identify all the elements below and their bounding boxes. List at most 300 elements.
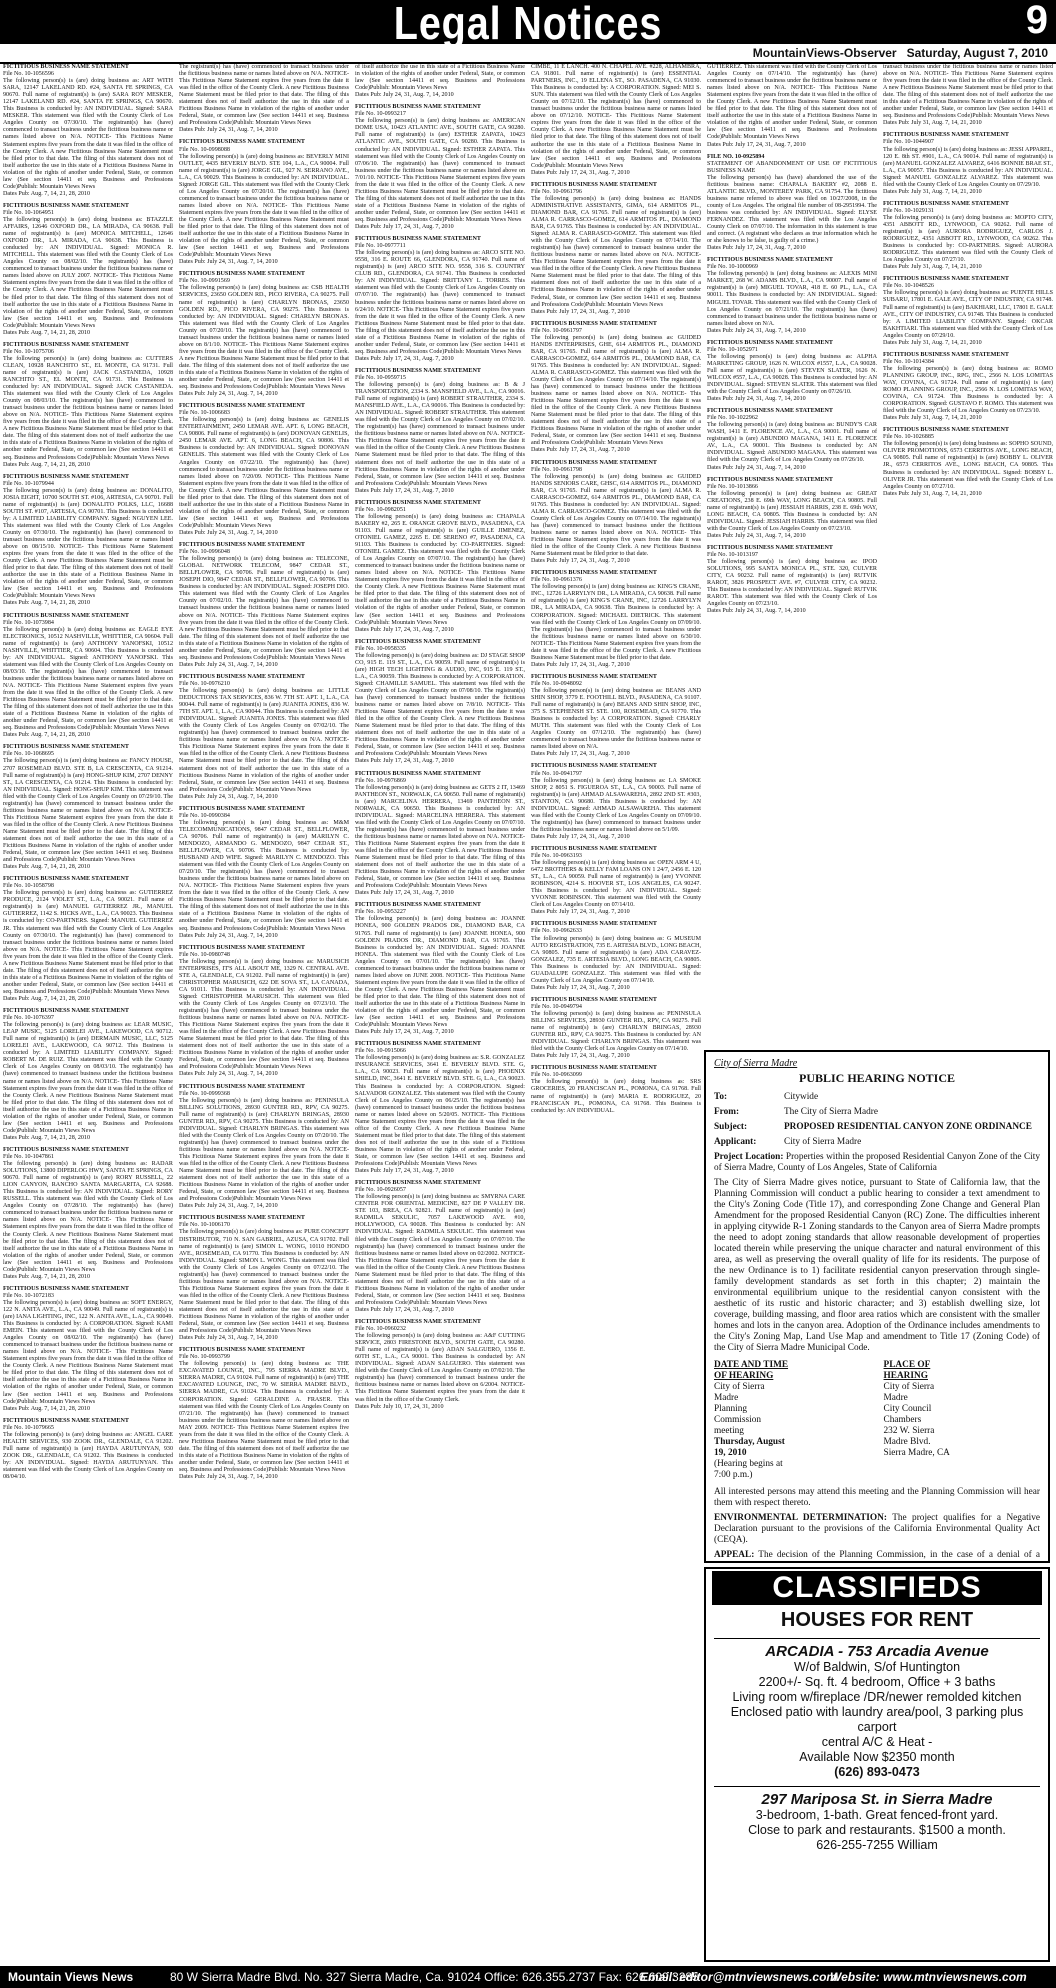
notice-pub-dates: Dates Pub: July 17, 24, 31, Aug. 7, 2010 <box>355 890 454 897</box>
notice-body: The following person(s) is (are) doing business as: GREAT CREATIONS, 238 E. 69th WAY, LONG BEACH, CA 90805. Full name of registrant(s) is (are) JESSIAH HARRIS, 238 E. 69th WAY, LONG BEACH, CA 90805. This Business is conducted by: AN INDIVIDUAL. Signed: JESSIAH HARRIS. This statement was filed with the County Clerk of Los Angeles County on 07/23/10. <box>707 490 877 532</box>
public-hearing-notice <box>704 1050 1050 1563</box>
legal-notice <box>355 771 525 898</box>
notice-heading: FICTITIOUS BUSINESS NAME STATEMENT <box>707 476 833 483</box>
notice-file-number: File No. 10-1044907 <box>883 139 934 146</box>
footer-address: 80 W Sierra Madre Blvd. No. 327 Sierra Madre, Ca. 91024 Office: 626.355.2737 Fax: 626.609.3285 <box>170 1970 699 1984</box>
notice-body: The following person(s) is (are) doing business as: PUENTE HILLS SUBARU, 17801 E. GALE AVE., CITY OF INDUSTRY, CA 91748. Full name of registrant(s) is (are) BAKHIARI, LLC, 17801 E. GALE AVE., CITY OF INDUSTRY, CA 91748. This Business is conducted by: A LIMITED LIABILITY COMPANY. Signed: OKCAR BAKHTIARI. This statement was filed with the County Clerk of Los Angeles County on 07/29/10. <box>883 290 1053 339</box>
notice-file-number: File No. 10-1000969 <box>707 264 758 271</box>
notice-body: The following person(s) is (are) doing business as: M&M TELECOMMUNICATIONS, 9847 CEDAR ST., BELLFLOWER, CA 90706. Full name of registrant(s) is (are) MARILYN C. MENDOZO, ARMANDO G. MENDOZO, 9847 CEDAR ST., BELLFLOWER, CA 90706. This Business is conducted by: HUSBAND AND WIFE. Signed: MARILYN C. MENDOZO. This statement was filed with the County Clerk of Los Angeles County on 07/20/10. The registrant(s) has (have) commenced to transact business under the fictitious business name or names listed above on N/A. NOTICE- This Fictitious Name Statement expires five years from the date it was filed in the office of the County Clerk. A new Fictitious Business Name Statement must be filed prior to that date. The filing of this statement does not of itself authorize the use in this state of a Fictitious Business Name in violation of the rights of another under Federal, State, or common law (See section 14411 et seq. Business and Professions Code)Publish: Mountain Views News <box>179 819 349 932</box>
notice-file-number: File No. 10-0949794 <box>531 1003 582 1010</box>
legal-notice <box>531 321 701 455</box>
hearing-attend: All interested persons may attend this meeting and the Planning Commission will hear them with respect thereto. <box>714 1487 1040 1508</box>
notice-heading: FICTITIOUS BUSINESS NAME STATEMENT <box>3 473 129 480</box>
notice-body: The following person(s) is (are) doing business as: EAGLE EYE ELECTRONICS, 10512 NASHVILLE, WHITTIER, CA 90604. Full name of registrant(s) is (are) ANTHONY YANOFSKI, 10512 NASHVILLE, WHITTIER, CA 90604. This Business is conducted by: AN INDIVIDUAL. Signed: ANTHONY YANOFSKI. This statement was filed with the County Clerk of Los Angeles County on 08/03/10. The registrant(s) has (have) commenced to transact business under the fictitious business name or names listed above on N/A. NOTICE- This Fictitious Name Statement expires five years from the date it was filed in the office of the County Clerk. A new Fictitious Business Name Statement must be filed prior to that date. The filing of this statement does not of itself authorize the use in this state of a Fictitious Business Name in violation of the rights of another under Federal, State, or common law (See section 14411 et seq. Business and Professions Code)Publish: Mountain Views News <box>3 626 173 732</box>
legal-notice <box>179 403 349 537</box>
notice-heading: FICTITIOUS BUSINESS NAME STATEMENT <box>3 1417 129 1424</box>
notice-heading: FICTITIOUS BUSINESS NAME STATEMENT <box>3 1008 129 1015</box>
notice-pub-dates: Dates Pub: July 17, 24, 31, Aug. 7, 2010 <box>355 1168 454 1175</box>
notice-pub-dates: Dates Pub: Aug. 7, 14, 21, 28, 2010 <box>3 329 91 336</box>
notice-body: The following person(s) is (are) doing business as: OPEN ARM 4 U, 6472 BROTHERS & KELLY FAM LOANS ON 1 24/7, 2456 E. 120 ST., L.A., CA 90059. Full name of registrant(s) is (are) YVONNE ROBINSON, 4214 S. HOOVER ST., LOS ANGELES, CA 90247. This Business is conducted by: AN INDIVIDUAL. Signed: YVONNE ROBINSON. This statement was filed with the County Clerk of Los Angeles County on 07/14/10. <box>531 860 701 909</box>
notice-file-number: File No. 10-0963193 <box>531 853 582 860</box>
notice-pub-dates: Dates Pub: July 17, 24, 31, Aug. 7, 2010 <box>531 984 630 991</box>
notice-pub-dates: Dates Pub: Aug. 7, 14, 21, 28, 2010 <box>3 461 91 468</box>
notice-body: The following person(s) is (are) doing business as: ANGEL CARE HEALTH SERVICES, 930 ZOOK DR., GLENDALE, CA 91202. Full name of registrant(s) is (are) HAYDA ARUTUNYAN, 930 ZOOK DR., GLENDALE, CA 91202. This Business is conducted by: AN INDIVIDUAL. Signed: HAYDA ARUTUNYAN. This statement was filed with the County Clerk of Los Angeles County on 08/04/10. <box>3 1431 173 1481</box>
legal-notice <box>531 1065 701 1114</box>
notice-heading: FICTITIOUS BUSINESS NAME STATEMENT <box>179 1215 305 1222</box>
legal-notice <box>531 763 701 841</box>
notice-heading: FICTITIOUS BUSINESS NAME STATEMENT <box>355 1180 481 1187</box>
notice-pub-dates: Dates Pub: July 24, 31, Aug. 7, 14, 2010 <box>707 327 806 334</box>
notice-pub-dates: Dates Pub: July 24, 31, Aug. 7, 14, 2010 <box>179 1474 278 1481</box>
notice-file-number: File No. 10-0961376 <box>531 577 582 584</box>
footer-bar <box>0 1966 1056 1988</box>
notice-file-number: File No. 10-1073984 <box>3 619 54 626</box>
notice-file-number: File No. 10-1006683 <box>179 410 230 417</box>
masthead <box>0 0 1056 49</box>
notice-heading: FICTITIOUS BUSINESS NAME STATEMENT <box>179 542 305 549</box>
legal-notice <box>707 154 877 253</box>
notice-pub-dates: Dates Pub: July 17, 24, 31, Aug. 7, 2010 <box>531 558 630 565</box>
notice-pub-dates: Dates Pub: July 17, 24, 31, Aug. 7, 2010 <box>531 909 630 916</box>
notice-pub-dates: Dates Pub: July 24, 31, Aug. 7, 14, 2010 <box>179 1203 278 1210</box>
notice-body: The registrant(s) has (have) commenced to transact business under the fictitious business name or names listed above on N/A. NOTICE- This Fictitious Name Statement expires five years from the date it was filed in the office of the County Clerk. A new Fictitious Business Name Statement must be filed prior to that date. The filing of this statement does not of itself authorize the use in this state of a Fictitious Business Name in violation of the rights of another under Federal, State, or common law (See section 14411 et seq. Business and Professions Code)Publish: Mountain Views News <box>179 64 349 127</box>
notice-heading: FICTITIOUS BUSINESS NAME STATEMENT <box>531 459 657 466</box>
legal-notice <box>355 1180 525 1314</box>
notice-heading: FICTITIOUS BUSINESS NAME STATEMENT <box>355 902 481 909</box>
notice-body: The following person(s) is (are) doing business as: THE EXCAVATED LOUNGE, INC., 795 SIERRA MADRE BLVD., SIERRA MADRE, CA 91024. Full name of registrant(s) is (are) THE EXCAVATED LOUNGE, INC, 70 W. SIERRA MADRE BLVD., SIERRA MADRE, CA 91024. This Business is conducted by: A CORPORATION. Signed: GERALDINE A. FRASER. This statement was filed with the County Clerk of Los Angeles County on 07/21/10. The registrant(s) has (have) commenced to transact business under the fictitious business name or names listed above on MAY 2009. NOTICE- This Fictitious Name Statement expires five years from the date it was filed in the office of the County Clerk. A new Fictitious Business Name Statement must be filed prior to that date. The filing of this statement does not of itself authorize the use in this state of a Fictitious Business Name in violation of the rights of another under Federal, State, or common law (See section 14411 et seq. Business and Professions Code)Publish: Mountain Views News <box>179 1361 349 1473</box>
notice-heading: FICTITIOUS BUSINESS NAME STATEMENT <box>707 257 833 264</box>
notice-pub-dates: Dates Pub: Aug. 7, 14, 21, 28, 2010 <box>3 1134 91 1141</box>
notice-body: The following person(s) is (are) doing business as: CSB HEALTH SERVICES, 23650 GOLDEN RD., PICO RIVERA, CA 90275. Full name of registrant(s) is (are) CHARLYN BRONAS, 23650 GOLDEN RD., PICO RIVERA, CA 90275. This Business is conducted by: AN INDIVIDUAL. Signed: CHARLYN BRONAS. This statement was filed with the County Clerk of Los Angeles County on 07/20/10. The registrant(s) has (have) commenced to transact business under the fictitious business name or names listed above on 8/1/10. NOTICE- This Fictitious Name Statement expires five years from the date it was filed in the office of the County Clerk. A new Fictitious Business Name Statement must be filed prior to that date. The filing of this statement does not of itself authorize the use in this state of a Fictitious Business Name in violation of the rights of another under Federal, State, or common law (See section 14411 et seq. Business and Professions Code)Publish: Mountain Views News <box>179 285 349 391</box>
notice-file-number: File No. 10-1006170 <box>179 1222 230 1229</box>
notice-pub-dates: Dates Pub: July 17, 24, 31, Aug. 7, 2010 <box>707 245 806 252</box>
notice-file-number: File No. 10-1029131 <box>883 207 934 214</box>
notice-body: The following person(s) is (are) doing business as: ART WITH SARA, 12147 LAKELAND RD. #24, SANTA FE SPRINGS, CA 90670. Full name of registrant(s) is (are) SARA ROY MESKER, 12147 LAKELAND RD. #24, SANTA FE SPRINGS, CA 90670. This Business is conducted by: AN INDIVIDUAL. Signed: SARA MESKER. This statement was filed with the County Clerk of Los Angeles County on 07/30/10. The registrant(s) has (have) commenced to transact business under the fictitious business name or names listed above on N/A. NOTICE- This Fictitious Name Statement expires five years from the date it was filed in the office of the County Clerk. A new Fictitious Business Name Statement must be filed prior to that date. The filing of this statement does not of itself authorize the use in this state of a Fictitious Business Name in violation of the rights of another under Federal, State, or common law (See section 14411 et seq. Business and Professions Code)Publish: Mountain Views News <box>3 78 173 190</box>
notice-file-number: File No. 10-0961796 <box>531 188 582 195</box>
notice-heading: FICTITIOUS BUSINESS NAME STATEMENT <box>531 320 657 327</box>
legal-notice <box>355 902 525 1036</box>
notice-heading: FICTITIOUS BUSINESS NAME STATEMENT <box>3 64 129 70</box>
notice-pub-dates: Dates Pub: July 24, 31, Aug. 7, 14, 2010 <box>179 127 278 134</box>
legal-notice <box>3 1008 173 1142</box>
paper-name: MountainViews-Observer <box>752 46 897 60</box>
notice-file-number: File No. 10-1047861 <box>3 1153 54 1160</box>
legal-notice <box>531 997 701 1060</box>
legal-notice <box>179 542 349 669</box>
notice-pub-dates: Dates Pub: July 24, 31, Aug. 7, 14, 2010 <box>179 1335 278 1342</box>
notice-file-number: File No. 10-0982051 <box>355 506 406 513</box>
column-3 <box>355 64 525 1964</box>
notice-body: The following person(s) is (are) doing business as: DJ STAGE SHOP CO, 915 E. 119 ST., L.A., CA 90059. Full name of registrant(s) is (are) HIGH TECH LIGHTING & AUDIO, INC, 915 E. 119 ST., L.A., CA 90059. This Business is conducted by: A CORPORATION. Signed: CHAMILLE SAMUEL. This statement was filed with the County Clerk of Los Angeles County on 07/08/10. The registrant(s) has (have) commenced to transact business under the fictitious business name or names listed above on 7/8/10. NOTICE- This Fictitious Name Statement expires five years from the date it was filed in the office of the County Clerk. A new Fictitious Business Name Statement must be filed prior to that date. The filing of this statement does not of itself authorize the use in this state of a Fictitious Business Name in violation of the rights of another under Federal, State, or common law (See section 14411 et seq. Business and Professions Code)Publish: Mountain Views News <box>355 652 525 758</box>
notice-heading: FICTITIOUS BUSINESS NAME STATEMENT <box>531 845 657 852</box>
notice-file-number: File No. 10-1076397 <box>3 1015 54 1022</box>
legal-notice <box>355 1041 525 1175</box>
notice-body: The following person(s) is (are) doing business as: LEAR MUSIC, LEAP MUSIC, 5125 LORELEI AVE., LAKEWOOD, CA 90712. Full name of registrant(s) is (are) DERMAIN MUSIC, LLC, 5125 LORELEI AVE., LAKEWOOD, CA 90712. This Business is conducted by: A LIMITED LIABILITY COMPANY. Signed: ROBERT M. DE RUIZ. This statement was filed with the County Clerk of Los Angeles County on 08/03/10. The registrant(s) has (have) commenced to transact business under the fictitious business name or names listed above on N/A. NOTICE- This Fictitious Name Statement expires five years from the date it was filed in the office of the County Clerk. A new Fictitious Business Name Statement must be filed prior to that date. The filing of this statement does not of itself authorize the use in this state of a Fictitious Business Name in violation of the rights of another under Federal, State, or common law (See section 14411 et seq. Business and Professions Code)Publish: Mountain Views News <box>3 1022 173 1134</box>
notice-pub-dates: Dates Pub: July 24, 31, Aug. 7, 14, 2010 <box>179 661 278 668</box>
classifieds-box <box>704 1567 1050 1962</box>
notice-heading: FICTITIOUS BUSINESS NAME STATEMENT <box>355 1319 481 1326</box>
notice-file-number: File No. 10-1014384 <box>883 358 934 365</box>
notice-file-number: File No. 10-0958335 <box>355 645 406 652</box>
notice-pub-dates: Dates Pub: Aug. 7, 14, 21, 28, 2010 <box>3 732 91 739</box>
notice-pub-dates: Dates Pub: July 24, 31, Aug. 7, 14, 2010 <box>179 932 278 939</box>
notice-pub-dates: Dates Pub: Aug. 7, 14, 21, 28, 2010 <box>3 190 91 197</box>
notice-file-number: File No. 10-0980748 <box>179 951 230 958</box>
notice-heading: FICTITIOUS BUSINESS NAME STATEMENT <box>355 499 481 506</box>
notice-file-number: File No. 10-0915066 <box>355 1048 406 1055</box>
notice-heading: FICTITIOUS BUSINESS NAME STATEMENT <box>179 1347 305 1354</box>
notice-heading: FICTITIOUS BUSINESS NAME STATEMENT <box>355 104 481 111</box>
notice-pub-dates: Dates Pub: July 17, 24, 31, Aug. 7, 2010 <box>707 141 806 148</box>
notice-body: The following person(s) is (are) doing business as: SMYRNA CARE CENTER FOR ORIENTAL MEDICINE, 827 DE P VALLEY DR. STE 103, BREA, CA 92821. Full name of registrant(s) is (are) RADMILA SEKULIC, 7057 LAKEWOOD AVE. #10, HOLLYWOOD, CA 90028. This Business is conducted by: AN INDIVIDUAL. Signed: RADMILA SEKULIC. This statement was filed with the County Clerk of Los Angeles County on 07/07/10. The registrant(s) has (have) commenced to transact business under the fictitious business name or names listed above on 02/2002. NOTICE- This Fictitious Name Statement expires five years from the date it was filed in the office of the County Clerk. A new Fictitious Business Name Statement must be filed prior to that date. The filing of this statement does not of itself authorize the use in this state of a Fictitious Business Name in violation of the rights of another under Federal, State, or common law (See section 14411 et seq. Business and Professions Code)Publish: Mountain Views News <box>355 1194 525 1306</box>
legal-notice <box>707 408 877 471</box>
notice-body: The following person(s) is (are) doing business as: CUTTERS CLEAN, 10928 RANCHITO ST., EL MONTE, CA 91731. Full name of registrant(s) is (are) JACK CASTANEDA, 10928 RANCHITO ST., EL MONTE, CA 91731. This Business is conducted by: AN INDIVIDUAL. Signed: JACK CASTANEDA. This statement was filed with the County Clerk of Los Angeles County on 08/03/10. The registrant(s) has (have) commenced to transact business under the fictitious business name or names listed above on N/A. NOTICE- This Fictitious Name Statement expires five years from the date it was filed in the office of the County Clerk. A new Fictitious Business Name Statement must be filed prior to that date. The filing of this statement does not of itself authorize the use in this state of a Fictitious Business Name in violation of the rights of another under Federal, State, or common law (See section 14411 et seq. Business and Professions Code)Publish: Mountain Views News <box>3 355 173 461</box>
notice-file-number: File No. 10-1022962 <box>707 415 758 422</box>
notice-body: The following person(s) is (are) doing business as: GUIDED HANDS SENIORS CARE, GHSC, 614 ARMITOS PL., DIAMOND BAR, CA 91765. Full name of registrant(s) is (are) ALMA R. CARRASCO-GOMEZ, 614 ARMITOS PL., DIAMOND BAR, CA 91765. This Business is conducted by: AN INDIVIDUAL. Signed: ALMA R. CARRASCO-GOMEZ. This statement was filed with the County Clerk of Los Angeles County on 07/14/10. The registrant(s) has (have) commenced to transact business under the fictitious business name or names listed above on N/A. NOTICE- This Fictitious Name Statement expires five years from the date it was filed in the office of the County Clerk. A new Fictitious Business Name Statement must be filed prior to that date. <box>531 473 701 558</box>
notice-pub-dates: Dates Pub: July 24, 31, Aug. 7, 14, 2010 <box>707 608 806 615</box>
notice-heading: FICTITIOUS BUSINESS NAME STATEMENT <box>531 570 657 577</box>
notice-pub-dates: Dates Pub: Aug. 7, 14, 21, 28, 2010 <box>3 1273 91 1280</box>
notice-pub-dates: Dates Pub: Aug. 7, 14, 21, 28, 2010 <box>3 600 91 607</box>
notice-heading: FICTITIOUS BUSINESS NAME STATEMENT <box>179 139 305 146</box>
legal-notice <box>3 203 173 337</box>
notice-pub-dates: Dates Pub: July 24, 31, Aug. 7, 14, 2010 <box>355 92 454 99</box>
notice-pub-dates: Dates Pub: July 24, 31, Aug. 7, 14, 2010 <box>179 793 278 800</box>
notice-pub-dates: Dates Pub: July 17, 24, 31, Aug. 7, 2010 <box>355 1306 454 1313</box>
notice-file-number: File No. 10-0926057 <box>355 1187 406 1194</box>
notice-pub-dates: Dates Pub: Aug. 7, 14, 21, 28, 2010 <box>3 996 91 1002</box>
notice-pub-dates: Dates Pub: July 31, Aug. 7, 14, 21, 2010 <box>883 188 982 195</box>
notice-heading: FICTITIOUS BUSINESS NAME STATEMENT <box>355 1041 481 1048</box>
notice-heading: FICTITIOUS BUSINESS NAME STATEMENT <box>531 996 657 1003</box>
notice-body: The following person(s) is (are) doing business as: B & J TRANSPORTATION, 2334 S. MANSFIELD AVE., L.A., CA 90016. Full name of registrant(s) is (are) ROBERT STRAUTHER, 2334 S. MANSFIELD AVE., L.A., CA 90016. This Business is conducted by: AN INDIVIDUAL. Signed: ROBERT STRAUTHER. This statement was filed with the County Clerk of Los Angeles County on 07/02/10. The registrant(s) has (have) commenced to transact business under the fictitious business name or names listed above on N/A. NOTICE- This Fictitious Name Statement expires five years from the date it was filed in the office of the County Clerk. A new Fictitious Business Name Statement must be filed prior to that date. The filing of this statement does not of itself authorize the use in this state of a Fictitious Business Name in violation of the rights of another under Federal, State, or common law (See section 14411 et seq. Business and Professions Code)Publish: Mountain Views News <box>355 382 525 487</box>
notice-body: The following person(s) is (are) doing business as: GETS 2 IT, 13469 PANTHEON ST., NORWALK, CA 90650. Full name of registrant(s) is (are) MARCELINA HERRERA, 13469 PANTHEON ST., NORWALK, CA 90650. This Business is conducted by: AN INDIVIDUAL. Signed: MARCELINA HERRERA. This statement was filed with the County Clerk of Los Angeles County on 07/07/10. The registrant(s) has (have) commenced to transact business under the fictitious business name or names listed above on N/A. NOTICE- This Fictitious Name Statement expires five years from the date it was filed in the office of the County Clerk. A new Fictitious Business Name Statement must be filed prior to that date. The filing of this statement does not of itself authorize the use in this state of a Fictitious Business Name in violation of the rights of another under Federal, State, or common law (See section 14411 et seq. Business and Professions Code)Publish: Mountain Views News <box>355 784 525 890</box>
notice-file-number: File No. 10-1064951 <box>3 209 54 216</box>
notice-body: The following person(s) is (are) doing business as: LITTLE DEDUCTIONS TAX SERVICES, 836 W. 7TH ST. APT. 1, L.A., CA 90044. Full name of registrant(s) is (are) JUANITA JONES, 836 W. 7TH ST. APT. 1, L.A., CA 90044. This Business is conducted by: AN INDIVIDUAL. Signed: JUANITA JONES. This statement was filed with the County Clerk of Los Angeles County on 07/02/10. The registrant(s) has (have) commenced to transact business under the fictitious business name or names listed above on N/A. NOTICE- This Fictitious Name Statement expires five years from the date it was filed in the office of the County Clerk. A new Fictitious Business Name Statement must be filed prior to that date. The filing of this statement does not of itself authorize the use in this state of a Fictitious Business Name in violation of the rights of another under Federal, State, or common law (See section 14411 et seq. Business and Professions Code)Publish: Mountain Views News <box>179 687 349 793</box>
legal-notice <box>179 674 349 801</box>
column-4 <box>531 64 701 1964</box>
notice-file-number: File No. 10-0977711 <box>355 243 406 250</box>
legal-notice <box>3 342 173 469</box>
issue-date: Saturday, August 7, 2010 <box>906 46 1048 60</box>
column-5 <box>707 64 877 1111</box>
notice-heading: FICTITIOUS BUSINESS NAME STATEMENT <box>707 339 833 346</box>
notice-heading: FICTITIOUS BUSINESS NAME STATEMENT <box>355 770 481 777</box>
legal-notice <box>3 64 173 198</box>
notice-body: The following person(s) is (are) doing business as: PENINSULA BILLING SERVICES, 28930 GUNTER RD., RPV, CA 90275. Full name of registrant(s) is (are) CHARLYN BRINGAS, 28930 GUNTER RD., RPV, CA 90275. This Business is conducted by: AN INDIVIDUAL. Signed: CHARLYN BRINGAS. This statement was filed with the County Clerk of Los Angeles County on 07/14/10. <box>531 1011 701 1053</box>
notice-body: The following person(s) is (are) doing business as: ALEXIS MINI MARKET, 268 W. ADAMS BLVD., L.A., CA 90007. Full name of registrant(s) is (are) MIGUEL TOVAR, 418 E. 60 PL., L.A., CA 90011. This Business is conducted by: AN INDIVIDUAL. Signed: MIGUEL TOVAR. This statement was filed with the County Clerk of Los Angeles County on 07/21/10. The registrant(s) has (have) commenced to transact business under the fictitious business name or names listed above on N/A. <box>707 271 877 327</box>
notice-pub-dates: Dates Pub: July 17, 24, 31, Aug. 7, 2010 <box>355 224 454 231</box>
notice-heading: FILE NO. 10-0925894 <box>707 153 765 160</box>
notice-pub-dates: Dates Pub: July 24, 31, Aug. 7, 14, 2010 <box>707 396 806 403</box>
notice-file-number: STATEMENT OF ABANDONMENT OF USE OF FICTITIOUS BUSINESS NAME <box>707 160 877 174</box>
notice-body: The following person(s) is (are) doing business as: IPOD SOLUTIONS, 995 SANTA MONICA PL., STE. 320, CULVER CITY, CA 90232. Full name of registrant(s) is (are) RUTVIK RAROT, 3826 PROSPECT AVE. #7, CULVER CITY, CA 90232. This Business is conducted by: AN INDIVIDUAL. Signed: RUTVIK RAROT. This statement was filed with the County Clerk of Los Angeles County on 07/23/10. <box>707 559 877 608</box>
hearing-from: From: The City of Sierra Madre <box>714 1107 878 1117</box>
notice-pub-dates: Dates Pub: July 17, 24, 31, Aug. 7, 2010 <box>355 758 454 765</box>
legal-notice <box>883 276 1053 346</box>
notice-file-number: File No. 10-1052971 <box>707 346 758 353</box>
notice-body: transact business under the fictitious business name or names listed above on N/A. NOTICE- This Fictitious Name Statement expires five years from the date it was filed in the office of the County Clerk. A new Fictitious Business Name Statement must be filed prior to that date. The filing of this statement does not of itself authorize the use in this state of a Fictitious Business Name in violation of the rights of another under Federal, State, or common law (See section 14411 et seq. Business and Professions Code)Publish: Mountain Views News <box>883 64 1053 120</box>
legal-notice <box>355 500 525 634</box>
notice-body: The following person(s) is (are) doing business as: TELECONE, GLOBAL NETWORK TELECOM, 9847 CEDAR ST., BELLFLOWER, CA 90706. Full name of registrant(s) is (are) JOSEPH DIO, 9847 CEDAR ST., BELLFLOWER, CA 90706. This Business is conducted by: AN INDIVIDUAL. Signed: JOSEPH DIO. This statement was filed with the County Clerk of Los Angeles County on 07/02/10. The registrant(s) has (have) commenced to transact business under the fictitious business name or names listed above on N/A. NOTICE- This Fictitious Name Statement expires five years from the date it was filed in the office of the County Clerk. A new Fictitious Business Name Statement must be filed prior to that date. The filing of this statement does not of itself authorize the use in this state of a Fictitious Business Name in violation of the rights of another under Federal, State, or common law (See section 14411 et seq. Business and Professions Code)Publish: Mountain Views News <box>179 556 349 661</box>
notice-file-number: File No. 10-0998088 <box>179 146 230 153</box>
notice-body: The following person(s) is (are) doing business as: ARCO SITE NO. 9558, 316 E. ROUTE 66, GLENDORA, CA 91740. Full name of registrant(s) is (are) ARCO SITE NO. 9558, 316 S. COUNTRY CLUB RD., GLENDORA, CA 91741. This Business is conducted by: AN INDIVIDUAL. Signed: BRITTANY L. TORRES. This statement was filed with the County Clerk of Los Angeles County on 07/07/10. The registrant(s) has (have) commenced to transact business under the fictitious business name or names listed above on 6/24/10. NOTICE- This Fictitious Name Statement expires five years from the date it was filed in the office of the County Clerk. A new Fictitious Business Name Statement must be filed prior to that date. The filing of this statement does not of itself authorize the use in this state of a Fictitious Business Name in violation of the rights of another under Federal, State, or common law (See section 14411 et seq. Business and Professions Code)Publish: Mountain Views News <box>355 250 525 355</box>
notice-body: The following person(s) is (are) doing business as: G MUSEUM AUTO REGISTRATION, 735 E. ARTESIA BLVD., LONG BEACH, CA 90805. Full name of registrant(s) is (are) ADA CARAVEZ-GONZALEZ, 735 E. ARTESIA BLVD., LONG BEACH, CA 90805. This Business is conducted by: AN INDIVIDUAL. Signed: GUADALUPE GONZALEZ. This statement was filed with the County Clerk of Los Angeles County on 07/14/10. <box>531 935 701 984</box>
notice-file-number: File No. 10-0990384 <box>179 812 230 819</box>
notice-heading: FICTITIOUS BUSINESS NAME STATEMENT <box>3 1285 129 1292</box>
column-2 <box>179 64 349 1964</box>
legal-notice <box>355 368 525 495</box>
notice-body: The following person(s) is (are) doing business as: DONALITO, JOSIA EIGHT, 10700 SOUTH ST. #106, ARTESIA, CA 90701. Full name of registrant(s) is (are) DONALITO POLKS, LLC, 16688 SOUTH ST. #107, ARTESIA, CA 90701. This Business is conducted by: A LIMITED LIABILITY COMPANY. Signed: NGUYEN LEE. This statement was filed with the County Clerk of Los Angeles County on 07/30/10. The registrant(s) has (have) commenced to transact business under the fictitious business name or names listed above on 08/15/10. NOTICE- This Fictitious Name Statement expires five years from the date it was filed in the office of the County Clerk. A new Fictitious Business Name Statement must be filed prior to that date. The filing of this statement does not of itself authorize the use in this state of a Fictitious Business Name in violation of the rights of another under Federal, State, or common law (See section 14411 et seq. Business and Professions Code)Publish: Mountain Views News <box>3 487 173 600</box>
notice-heading: FICTITIOUS BUSINESS NAME STATEMENT <box>179 1083 305 1090</box>
notice-file-number: File No. 10-0960232 <box>355 1326 406 1333</box>
legal-notice <box>531 846 701 916</box>
legal-notice <box>355 64 525 99</box>
legal-notice <box>531 674 701 759</box>
notice-heading: FICTITIOUS BUSINESS NAME STATEMENT <box>707 545 833 551</box>
notice-body: The following person(s) is (are) doing business as: FANCY HOUSE, 2707 ROSEMEAD BLVD. STE B, LA CRESCENTA, CA 91214. Full name of registrant(s) is (are) HONG-SHUP KIM, 2707 DENNY ST., LA CRESCENTA, CA 91214. This Business is conducted by: AN INDIVIDUAL. Signed: HONG-SHUP KIM. This statement was filed with the County Clerk of Los Angeles County on 07/29/10. The registrant(s) has (have) commenced to transact business under the fictitious business name or names listed above on N/A. NOTICE- This Fictitious Name Statement expires five years from the date it was filed in the office of the County Clerk. A new Fictitious Business Name Statement must be filed prior to that date. The filing of this statement does not of itself authorize the use in this state of a Fictitious Business Name in violation of the rights of another under Federal, State, or common law (See section 14411 et seq. Business and Professions Code)Publish: Mountain Views News <box>3 758 173 864</box>
legal-notice <box>707 64 877 149</box>
notice-file-number: File No. 10-0976869 <box>355 777 406 784</box>
hearing-to: To: Citywide <box>714 1092 819 1102</box>
notice-file-number: File No. 10-0961798 <box>531 466 582 473</box>
notice-body: The following person(s) is (are) doing business as: PENINSULA BILLING SOLUTIONS, 28930 GUNTER RD., RPV, CA 90275. Full name of registrant(s) is (are) CHARLYN BRINGAS, 28930 GUNTER RD., RPV, CA 90275. This Business is conducted by: AN INDIVIDUAL. Signed: CHARLYN BRINGAS. This statement was filed with the County Clerk of Los Angeles County on 07/20/10. The registrant(s) has (have) commenced to transact business under the fictitious business name or names listed above on N/A. NOTICE- This Fictitious Name Statement expires five years from the date it was filed in the office of the County Clerk. A new Fictitious Business Name Statement must be filed prior to that date. The filing of this statement does not of itself authorize the use in this state of a Fictitious Business Name in violation of the rights of another under Federal, State, or common law (See section 14411 et seq. Business and Professions Code)Publish: Mountain Views News <box>179 1097 349 1203</box>
legal-notice <box>531 921 701 991</box>
notice-file-number: File No. 10-0941797 <box>531 770 582 777</box>
notice-file-number: File No. 10-0961797 <box>531 327 582 334</box>
legal-notice <box>355 1319 525 1411</box>
hearing-title: PUBLIC HEARING NOTICE <box>798 1071 956 1085</box>
notice-pub-dates: Dates Pub: July 31, Aug. 7, 14, 21, 2010 <box>883 415 982 422</box>
notice-heading: FICTITIOUS BUSINESS NAME STATEMENT <box>3 876 129 883</box>
notice-file-number: File No. 10-1026885 <box>883 434 934 441</box>
notice-pub-dates: Dates Pub: July 10, 17, 24, 31, 2010 <box>355 1403 444 1410</box>
notice-body: The following person(s) is (are) doing business as: RADAR SOLUTIONS, 13800 DIPERLOG HWY, SANTA FE SPRINGS, CA 90670. Full name of registrant(s) is (are) RORY RUSSELL, 22 LION CANYON, RANCHO SANTA MARGARITA, CA 92688. This Business is conducted by: AN INDIVIDUAL. Signed: RORY RUSSELL. This statement was filed with the County Clerk of Los Angeles County on 07/28/10. The registrant(s) has (have) commenced to transact business under the fictitious business name or names listed above on N/A. NOTICE- This Fictitious Name Statement expires five years from the date it was filed in the office of the County Clerk. A new Fictitious Business Name Statement must be filed prior to that date. The filing of this statement does not of itself authorize the use in this state of a Fictitious Business Name in violation of the rights of another under Federal, State, or common law (See section 14411 et seq. Business and Professions Code)Publish: Mountain Views News <box>3 1161 173 1273</box>
notice-heading: FICTITIOUS BUSINESS NAME STATEMENT <box>179 944 305 951</box>
notice-pub-dates: Dates Pub: July 17, 24, 31, Aug. 7, 2010 <box>531 661 630 668</box>
notice-file-number: File No. 10-0953227 <box>355 909 406 916</box>
notice-heading: FICTITIOUS BUSINESS NAME STATEMENT <box>3 744 129 751</box>
hearing-location: Project Location: Properties within the proposed Residential Canyon Zone of the City of Sierra Madre, County of Los Angeles, State of California <box>714 1152 1040 1173</box>
notice-pub-dates: Dates Pub: July 17, 24, 31, Aug. 7, 2010 <box>355 487 454 494</box>
notice-body: The following person(s) is (are) doing business as: GUIDED HANDS ENTERPRISES, GHE, 614 ARMITOS PL., DIAMOND BAR, CA 91765. Full name of registrant(s) is (are) ALMA R. CARRASCO-GOMEZ, 614 ARMITOS PL., DIAMOND BAR, CA 91765. This Business is conducted by: AN INDIVIDUAL. Signed: ALMA R. CARRASCO-GOMEZ. This statement was filed with the County Clerk of Los Angeles County on 07/14/10. The registrant(s) has (have) commenced to transact business under the fictitious business name or names listed above on N/A. NOTICE- This Fictitious Name Statement expires five years from the date it was filed in the office of the County Clerk. A new Fictitious Business Name Statement must be filed prior to that date. The filing of this statement does not of itself authorize the use in this state of a Fictitious Business Name in violation of the rights of another under Federal, State, or common law (See section 14411 et seq. Business and Professions Code)Publish: Mountain Views News <box>531 334 701 447</box>
notice-body: The following person(s) is (are) doing business as: JESSI APPAREL, 120 E. 8th ST. #901, L.A., CA 90014. Full name of registrant(s) is (are) MANUEL GONZALEZ ALVAREZ, 6416 BONNIE BRAE ST., L.A., CA 90057. This Business is conducted by: AN INDIVIDUAL. Signed: MANUEL GONZALEZ ALVAREZ. This statement was filed with the County Clerk of Los Angeles County on 07/29/10. <box>883 146 1053 188</box>
notice-heading: FICTITIOUS BUSINESS NAME STATEMENT <box>179 673 305 680</box>
legal-notice <box>531 182 701 316</box>
legal-notice <box>179 1215 349 1342</box>
notice-pub-dates: Dates Pub: July 24, 31, Aug. 7, 14, 2010 <box>179 391 278 398</box>
hearing-city: City of Sierra Madre <box>714 1058 798 1069</box>
notice-file-number: File No. 10-1056596 <box>3 71 54 78</box>
legal-notice <box>3 1418 173 1481</box>
legal-notice <box>355 639 525 766</box>
notice-pub-dates: Dates Pub: July 17, 24, 31, Aug. 7, 2010 <box>531 447 630 454</box>
legal-notice <box>883 427 1053 497</box>
legal-notice <box>179 806 349 940</box>
notice-file-number: File No. 10-0963099 <box>531 1072 582 1079</box>
legal-notice <box>179 945 349 1079</box>
legal-notice <box>3 1147 173 1281</box>
legal-notice <box>531 460 701 566</box>
notice-heading: FICTITIOUS BUSINESS NAME STATEMENT <box>531 1065 657 1072</box>
legal-notice <box>179 1347 349 1481</box>
notice-pub-dates: Dates Pub: Aug. 7, 14, 21, 28, 2010 <box>3 864 91 871</box>
dateline <box>0 44 1056 64</box>
notice-body: The following person(s) is (are) doing business as: LA SMOKE SHOP, 2 8051 S. FIGUEROA ST., L.A., CA 90003. Full name of registrant(s) is (are) AHMAD ALSAWAREHA, 2892 2ND ST. #303, STANTON, CA 90680. This Business is conducted by: AN INDIVIDUAL. Signed: AHMAD ALSAWAREHA. This statement was filed with the County Clerk of Los Angeles County on 07/09/10. The registrant(s) has (have) commenced to transact business under the fictitious business name or names listed above on 5/1/09. <box>531 777 701 833</box>
hearing-description: The City of Sierra Madre gives notice, pursuant to State of California law, that the Planning Commission will conduct a public hearing to consider a text amendment to the City's Zoning Code (Title 17), and corresponding Zone Change and General Plan Amendment for the proposed Residential Canyon (RC) Zone. The difficulties inherent in applying citywide R-1 Zoning standards to the Canyon area of Sierra Madre prompts the need to adopt zoning standards that allow reasonable development of properties located therein while preserving the unique character and natural environment of this area, as well as preserving the overall quality of life for its residents. The purpose of the new Ordinance is to 1) facilitate residential canyon preservation through single-family development standards as set forth in this chapter; 2) maintain the environmental equilibrium unique to the residential canyon consistent with the aesthetic of its rustic and historic character; and 3) establish dwelling size, lot coverage, building massing, and floor area ratios which are consistent with the smaller homes and lots in the canyon area. Adoption of the Ordinance includes amendments to the City's Zoning Map, Land Use Map and amendment to Title 17 (Zoning Code) of the City of Sierra Madre Municipal Code. <box>714 1178 1040 1353</box>
notice-pub-dates: Dates Pub: July 17, 24, 31, Aug. 7, 2010 <box>355 355 454 362</box>
legal-notice <box>707 545 877 615</box>
notice-body: The following person(s) is (are) doing business as: SOFT ENERGY, 122 N. ANITA AVE., L.A., CA 90049. Full name of registrant(s) is (are) IANA LIGHTING, INC, 122 N. ANITA AVE., L.A., CA 90049. This Business is conducted by: A CORPORATION. Signed: KAMI EMEIN. This statement was filed with the County Clerk of Los Angeles County on 08/02/10. The registrant(s) has (have) commenced to transact business under the fictitious business name or names listed above on N/A. NOTICE- This Fictitious Name Statement expires five years from the date it was filed in the office of the County Clerk. A new Fictitious Business Name Statement must be filed prior to that date. The filing of this statement does not of itself authorize the use in this state of a Fictitious Business Name in violation of the rights of another under Federal, State, or common law (See section 14411 et seq. Business and Professions Code)Publish: Mountain Views News <box>3 1299 173 1405</box>
notice-heading: FICTITIOUS BUSINESS NAME STATEMENT <box>883 351 1009 358</box>
notice-file-number: File No. 10-0993799 <box>179 1354 230 1361</box>
notice-body: The following person(s) is (are) doing business as: SOPHO SOUND, OLIVER PROMOTIONS, 6573 CERRITOS AVE., LONG BEACH, CA 90805. Full name of registrant(s) is (are) BOBBY L. OLIVER JR., 6573 CERRITOS AVE., LONG BEACH, CA 90805. This Business is conducted by: AN INDIVIDUAL. Signed: BOBBY L. OLIVER JR. This statement was filed with the County Clerk of Los Angeles County on 07/27/10. <box>883 441 1053 490</box>
notice-pub-dates: Dates Pub: July 24, 31, Aug. 7, 14, 2010 <box>179 259 278 266</box>
date-label: DATE AND TIME OF HEARING <box>714 1360 789 1381</box>
notice-pub-dates: Dates Pub: July 31, Aug. 7, 14, 21, 2010 <box>883 490 982 497</box>
notice-pub-dates: Dates Pub: July 31, Aug. 7, 14, 21, 2010 <box>883 339 982 346</box>
notice-body: of itself authorize the use in this state of a Fictitious Business Name in violation of the rights of another under Federal, State, or common law (See section 14411 et seq. Business and Professions Code)Publish: Mountain Views News <box>355 64 525 92</box>
legal-notice <box>883 64 1053 127</box>
notice-pub-dates: Dates Pub: July 31, Aug. 7, 14, 21, 2010 <box>883 264 982 271</box>
notice-pub-dates: Dates Pub: July 17, 24, 31, Aug. 7, 2010 <box>531 308 630 315</box>
hearing-appeal: APPEAL: The decision of the Planning Commission, in the case of a denial of a <box>714 1550 1040 1560</box>
legal-notice <box>179 139 349 266</box>
notice-heading: FICTITIOUS BUSINESS NAME STATEMENT <box>355 638 481 645</box>
notice-body: The following person(s) is (are) doing business as: KING'S CRANE, INC., 12726 LARRYLYN DR., LA MIRADA, CA 90638. Full name of registrant(s) is (are) KING'S CRANE, INC, 12726 LARRYLYN DR., LA MIRADA, CA 90638. This Business is conducted by: A CORPORATION. Signed: MICHAEL DIETRICK. This statement was filed with the County Clerk of Los Angeles County on 07/09/10. The registrant(s) has (have) commenced to transact business under the fictitious business name or names listed above on 6/30/10. NOTICE- This Fictitious Name Statement expires five years from the date it was filed in the office of the County Clerk. A new Fictitious Business Name Statement must be filed prior to that date. <box>531 584 701 661</box>
footer-website[interactable]: Website: www.mtnviewsnews.com <box>830 1970 1027 1984</box>
notice-pub-dates: Dates Pub: July 17, 24, 31, Aug. 7, 2010 <box>531 1053 630 1060</box>
notice-pub-dates: Dates Pub: July 24, 31, Aug. 7, 14, 2010 <box>179 530 278 536</box>
footer-paper: Mountain Views News <box>8 1970 134 1984</box>
notice-file-number: File No. 10-0993217 <box>355 111 406 118</box>
column-6 <box>883 64 1053 1111</box>
place-label: PLACE OF HEARING <box>883 1360 931 1381</box>
notice-body: The following person(s) is (are) doing business as: GENELIS ENTERTAINMENT, 2450 LEMAR AVE. APT. 6, LONG BEACH, CA 90806. Full name of registrant(s) is (are) DONOVAN GENELIS, 2450 LEMAR AVE. APT. 6, LONG BEACH, CA 90806. This Business is conducted by: AN INDIVIDUAL. Signed: DONOVAN GENELIS. This statement was filed with the County Clerk of Los Angeles County on 07/22/10. The registrant(s) has (have) commenced to transact business under the fictitious business name or names listed above on 7/20/09. NOTICE- This Fictitious Name Statement expires five years from the date it was filed in the office of the County Clerk. A new Fictitious Business Name Statement must be filed prior to that date. The filing of this statement does not of itself authorize the use in this state of a Fictitious Business Name in violation of the rights of another under Federal, State, or common law (See section 14411 et seq. Business and Professions Code)Publish: Mountain Views News <box>179 417 349 529</box>
notice-pub-dates: Dates Pub: July 31, Aug. 7, 14, 21, 2010 <box>883 120 982 127</box>
notice-pub-dates: Dates Pub: July 17, 24, 31, Aug. 7, 2010 <box>531 169 630 176</box>
notice-body: The following person(s) is (are) doing business as: MARUSICH ENTERPRISES, IT'S ALL ABOUT ME, 1329 N. CENTRAL AVE. STE A, GLENDALE, CA 91202. Full name of registrant(s) is (are) CHRISTOPHER MARUSICH, 622 DE SOVA ST., LA CANADA, CA 91011. This Business is conducted by: AN INDIVIDUAL. Signed: CHRISTOPHER MARUSICH. This statement was filed with the County Clerk of Los Angeles County on 07/23/10. The registrant(s) has (have) commenced to transact business under the fictitious business name or names listed above on N/A. NOTICE- This Fictitious Name Statement expires five years from the date it was filed in the office of the County Clerk. A new Fictitious Business Name Statement must be filed prior to that date. The filing of this statement does not of itself authorize the use in this state of a Fictitious Business Name in violation of the rights of another under Federal, State, or common law (See section 14411 et seq. Business and Professions Code)Publish: Mountain Views News <box>179 958 349 1071</box>
notice-heading: FICTITIOUS BUSINESS NAME STATEMENT <box>179 403 305 410</box>
notice-file-number: File No. 10-1068695 <box>3 751 54 758</box>
notice-file-number: File No. 10-0948092 <box>531 680 582 687</box>
notice-heading: FICTITIOUS BUSINESS NAME STATEMENT <box>355 236 481 243</box>
notice-heading: FICTITIOUS BUSINESS NAME STATEMENT <box>883 200 1009 207</box>
legal-notice <box>3 876 173 1003</box>
notice-body: The following person(s) is (are) doing business as: SRS GROCERIES, 20 FRANCISCAN PL., POMONA, CA 91768. Full name of registrant(s) is (are) MARIA E. RODRIGUEZ, 20 FRANCISCAN PL., POMONA, CA 91768. This Business is conducted by: AN INDIVIDUAL. <box>531 1079 701 1114</box>
legal-notice <box>707 340 877 403</box>
notice-file-number: File No. 10-0996048 <box>179 549 230 556</box>
notice-body: The following person(s) is (are) doing business as: JOANNE HONEA, 900 GOLDEN PRADOS DR., DIAMOND BAR, CA 91765. Full name of registrant(s) is (are) JOANNE HONEA, 900 GOLDEN PRADOS DR., DIAMOND BAR, CA 91765. This Business is conducted by: AN INDIVIDUAL. Signed: JOANNE HONEA. This statement was filed with the County Clerk of Los Angeles County on 07/01/10. The registrant(s) has (have) commenced to transact business under the fictitious business name or names listed above on JUNE 2008. NOTICE- This Fictitious Name Statement expires five years from the date it was filed in the office of the County Clerk. A new Fictitious Business Name Statement must be filed prior to that date. The filing of this statement does not of itself authorize the use in this state of a Fictitious Business Name in violation of the rights of another under Federal, State, or common law (See section 14411 et seq. Business and Professions Code)Publish: Mountain Views News <box>355 916 525 1029</box>
notice-file-number: File No. 10-1075706 <box>3 348 54 355</box>
notice-pub-dates: Dates Pub: July 17, 24, 31, Aug. 7, 2010 <box>355 1029 454 1036</box>
notice-heading: FICTITIOUS BUSINESS NAME STATEMENT <box>531 673 657 680</box>
hearing-date-place: DATE AND TIME OF HEARING City of Sierra Madre Planning Commission meeting Thursday, August 19, 2010 (Hearing begins at 7:00 p.m.) PLACE OF HEARING City of Sierra Madre City Council Chambers 232 W. Sierra Madre Blvd. Sierra Madre, CA <box>714 1360 1040 1481</box>
hearing-applicant: Applicant: City of Sierra Madre <box>714 1137 862 1147</box>
notice-body: The following person(s) is (are) doing business as: BEVERLY MINI OUTLET, 4435 BEVERLY BLVD. STE 104, L.A., CA 90004. Full name of registrant(s) is (are) JORGE GIL, 927 N. SERRANO AVE., L.A., CA 90029. This Business is conducted by: AN INDIVIDUAL. Signed: JORGE GIL. This statement was filed with the County Clerk of Los Angeles County on 07/20/10. The registrant(s) has (have) commenced to transact business under the fictitious business name or names listed above on N/A. NOTICE- This Fictitious Name Statement expires five years from the date it was filed in the office of the County Clerk. A new Fictitious Business Name Statement must be filed prior to that date. The filing of this statement does not of itself authorize the use in this state of a Fictitious Business Name in violation of the rights of another under Federal, State, or common law (See section 14411 et seq. Business and Professions Code)Publish: Mountain Views News <box>179 153 349 259</box>
notice-pub-dates: Dates Pub: July 17, 24, 31, Aug. 7, 2010 <box>531 833 630 840</box>
notice-file-number: File No. 10-1079944 <box>3 480 54 487</box>
notice-body: The following person(s) is (are) doing business as: AMERICAN DOME USA, 10423 ATLANTIC AVE., SOUTH GATE, CA 90280. Full name of registrant(s) is (are) ESTHER ZAPATA, 10423 ATLANTIC AVE., SOUTH GATE, CA 90280. This Business is conducted by: AN INDIVIDUAL. Signed: ESTHER ZAPATA. This statement was filed with the County Clerk of Los Angeles County on 07/06/10. The registrant(s) has (have) commenced to transact business under the fictitious business name or names listed above on 7/01/10. NOTICE- This Fictitious Name Statement expires five years from the date it was filed in the office of the County Clerk. A new Fictitious Business Name Statement must be filed prior to that date. The filing of this statement does not of itself authorize the use in this state of a Fictitious Business Name in violation of the rights of another under Federal, State, or common law (See section 14411 et seq. Business and Professions Code)Publish: Mountain Views News <box>355 118 525 223</box>
column-1 <box>3 64 173 1964</box>
notice-pub-dates: Dates Pub: July 17, 24, 31, Aug. 7, 2010 <box>531 751 630 758</box>
notice-body: The following person(s) is (are) doing business as: CHAPALA BAKERY #2, 265 E. ORANGE GROVE BLVD., PASADENA, CA 91103. Full name of registrant(s) is (are) GUILLE JIMENEZ, OTONIEL GAMEZ, 2265 E. DE SERENO #7, PASADENA, CA 91103. This Business is conducted by: CO-PARTNERS. Signed: OTONIEL GAMEZ. This statement was filed with the County Clerk of Los Angeles County on 07/07/10. The registrant(s) has (have) commenced to transact business under the fictitious business name or names listed above on N/A. NOTICE- This Fictitious Name Statement expires five years from the date it was filed in the office of the County Clerk. A new Fictitious Business Name Statement must be filed prior to that date. The filing of this statement does not of itself authorize the use in this state of a Fictitious Business Name in violation of the rights of another under Federal, State, or common law (See section 14411 et seq. Business and Professions Code)Publish: Mountain Views News <box>355 513 525 626</box>
notice-heading: FICTITIOUS BUSINESS NAME STATEMENT <box>179 805 305 812</box>
notice-heading: FICTITIOUS BUSINESS NAME STATEMENT <box>883 132 1009 139</box>
notice-body: The following person(s) is (are) doing business as: BUNDY'S CAR WASH, 1411 E. FLORENCE AV., L.A., CA 90001. Full name of registrant(s) is (are) ABUNDIO MAGANA, 1411 E. FLORENCE AV., L.A., CA 90001. This Business is conducted by: AN INDIVIDUAL. Signed: ABUNDIO MAGANA. This statement was filed with the County Clerk of Los Angeles County on 07/26/10. <box>707 422 877 464</box>
notice-file-number: File No. 10-0962633 <box>531 928 582 935</box>
notice-body: The following person(s) is (are) doing business as: S.R. GONZALEZ INSURANCE SERVICES, 3641 E. BEVERLY BLVD. STE. G, L.A., CA 90023. Full name of registrant(s) is (are) PHOENIX SHIELD, INC, 3641 E. BEVERLY BLVD. STE. G, L.A., CA 90023. This Business is conducted by: A CORPORATION. Signed: SALVADOR GONZALEZ. This statement was filed with the County Clerk of Los Angeles County on 06/25/10. The registrant(s) has (have) commenced to transact business under the fictitious business name or names listed above on 5/20/05. NOTICE- This Fictitious Name Statement expires five years from the date it was filed in the office of the County Clerk. A new Fictitious Business Name Statement must be filed prior to that date. The filing of this statement does not of itself authorize the use in this state of a Fictitious Business Name in violation of the rights of another under Federal, State, or common law (See section 14411 et seq. Business and Professions Code)Publish: Mountain Views News <box>355 1055 525 1168</box>
footer-email[interactable]: Email: editor@mtnviewsnews.com <box>640 1970 838 1984</box>
hearing-environmental: ENVIRONMENTAL DETERMINATION: The project qualifies for a Negative Declaration pursuant to the provisions of the California Environmental Quality Act (CEQA). <box>714 1513 1041 1545</box>
legal-notice <box>355 104 525 231</box>
legal-notice <box>883 201 1053 271</box>
legal-notice <box>3 474 173 608</box>
notice-file-number: File No. 10-1048526 <box>883 283 934 290</box>
notice-file-number: File No. 10-0959715 <box>355 374 406 381</box>
legal-notice <box>179 1084 349 1211</box>
notice-file-number: File No. 10-0976210 <box>179 680 230 687</box>
legal-notice <box>883 132 1053 195</box>
notice-heading: FICTITIOUS BUSINESS NAME STATEMENT <box>883 427 1009 434</box>
notice-pub-dates: Dates Pub: July 24, 31, Aug. 7, 14, 2010 <box>707 464 806 471</box>
notice-body: The following person(s) is (are) doing business as: BTAZZLE AFFAIRS, 12646 OXFORD DR., LA MIRADA, CA 90638. Full name of registrant(s) is (are) MONICA MITCHELL, 12646 OXFORD DR., LA MIRADA, CA 90638. This Business is conducted by: AN INDIVIDUAL. Signed: MONICA R. MITCHELL. This statement was filed with the County Clerk of Los Angeles County on 08/02/10. The registrant(s) has (have) commenced to transact business under the fictitious business name or names listed above on JULY 2007. NOTICE- This Fictitious Name Statement expires five years from the date it was filed in the office of the County Clerk. A new Fictitious Business Name Statement must be filed prior to that date. The filing of this statement does not of itself authorize the use in this state of a Fictitious Business Name in violation of the rights of another under Federal, State, or common law (See section 14411 et seq. Business and Professions Code)Publish: Mountain Views News <box>3 216 173 329</box>
notice-body: The following person(s) is (are) doing business as: A&F CUTTING SERVICE, 2803 FIRESTONE BLVD., SOUTH GATE, CA 90280. Full name of registrant(s) is (are) ADAN SALGUERO, 1356 E. 60TH ST., L.A., CA 90001. This Business is conducted by: AN INDIVIDUAL. Signed: ADAN SALGUERO. This statement was filed with the County Clerk of Los Angeles County on 07/02/10. The registrant(s) has (have) commenced to transact business under the fictitious business name or names listed above on 6/2004. NOTICE- This Fictitious Name Statement expires five years from the date it was filed in the office of the County Clerk. <box>355 1333 525 1403</box>
notice-heading: FICTITIOUS BUSINESS NAME STATEMENT <box>531 921 657 928</box>
legal-notice <box>531 570 701 669</box>
legal-notice <box>179 64 349 134</box>
notice-file-number: File No. 10-0991569 <box>179 278 230 285</box>
notice-body: GUTIERREZ. This statement was filed with the County Clerk of Los Angeles County on 07/14/10. The registrant(s) has (have) commenced to transact business under the fictitious business name or names listed above on N/A. NOTICE- This Fictitious Name Statement expires five years from the date it was filed in the office of the County Clerk. A new Fictitious Business Name Statement must be filed prior to that date. The filing of this statement does not of itself authorize the use in this state of a Fictitious Business Name in violation of the rights of another under Federal, State, or common law (See section 14411 et seq. Business and Professions Code)Publish: Mountain Views News <box>707 64 877 141</box>
legal-notice <box>179 271 349 398</box>
page-title: Legal Notices <box>393 0 663 49</box>
hearing-subject: Subject: PROPOSED RESIDENTIAL CANYON ZONE ORDINANCE <box>714 1122 1032 1132</box>
notice-file-number: File No. 10-1058798 <box>3 883 54 890</box>
legal-notice <box>3 1286 173 1413</box>
notice-file-number: File No. 10-1079665 <box>3 1424 54 1431</box>
notice-heading: FICTITIOUS BUSINESS NAME STATEMENT <box>355 367 481 374</box>
notice-pub-dates: Dates Pub: July 24, 31, Aug. 7, 14, 2010 <box>707 532 806 539</box>
notice-body: The following person(s) is (are) doing business as: HANDS ADMINISTRATIVE ASSISTANTS, GIMA, 614 ARMITOS PL., DIAMOND BAR, CA 91765. Full name of registrant(s) is (are) ALMA R. CARRASCO-GOMEZ, 614 ARMITOS PL., DIAMOND BAR, CA 91765. This Business is conducted by: AN INDIVIDUAL. Signed: ALMA R. CARRASCO-GOMEZ. This statement was filed with the County Clerk of Los Angeles County on 07/14/10. The registrant(s) has (have) commenced to transact business under the fictitious business name or names listed above on N/A. NOTICE- This Fictitious Name Statement expires five years from the date it was filed in the office of the County Clerk. A new Fictitious Business Name Statement must be filed prior to that date. The filing of this statement does not of itself authorize the use in this state of a Fictitious Business Name in violation of the rights of another under Federal, State, or common law (See section 14411 et seq. Business and Professions Code)Publish: Mountain Views News <box>531 195 701 308</box>
legal-notice <box>355 236 525 363</box>
notice-file-number: File No. 10-1072183 <box>3 1292 54 1299</box>
notice-heading: FICTITIOUS BUSINESS NAME STATEMENT <box>3 612 129 619</box>
notice-body: CIMBE, 11 E LANCH. 400 N. CHAPEL AVE. #228, ALHAMBRA, CA 91801. Full name of registrant(s) is (are) ESSENTIAL PARTNERS, INC., 19 ELLENA ST., SO. PASADENA, CA 91030. This Business is conducted by: A CORPORATION. Signed: MEI S. SUN. This statement was filed with the County Clerk of Los Angeles County on 07/12/10. The registrant(s) has (have) commenced to transact business under the fictitious business name or names listed above on 07/12/10. NOTICE- This Fictitious Name Statement expires five years from the date it was filed in the office of the County Clerk. A new Fictitious Business Name Statement must be filed prior to that date. The filing of this statement does not of itself authorize the use in this state of a Fictitious Business Name in violation of the rights of another under Federal, State, or common law (See section 14411 et seq. Business and Professions Code)Publish: Mountain Views News <box>531 64 701 169</box>
notice-file-number: File No. 10-1013197 <box>707 552 758 559</box>
notice-heading: FICTITIOUS BUSINESS NAME STATEMENT <box>531 763 657 770</box>
notice-heading: FICTITIOUS BUSINESS NAME STATEMENT <box>3 202 129 209</box>
notice-pub-dates: Dates Pub: July 24, 31, Aug. 7, 14, 2010 <box>179 1071 278 1078</box>
notice-heading: FICTITIOUS BUSINESS NAME STATEMENT <box>179 271 305 278</box>
notice-file-number: File No. 10-0999368 <box>179 1090 230 1097</box>
legal-notice <box>3 613 173 740</box>
notice-body: The following person(s) is (are) doing business as: MOPTO CITY, 4351 ABBOTT RD., LYNWOOD, CA 90262. Full name of registrant(s) is (are) AURORA RODRIGUEZ, CARLOS J. RODRIGUEZ, 4351 ABBOTT RD., LYNWOOD, CA 90262. This Business is conducted by: CO-PARTNERS. Signed: AURORA RODRIGUEZ. This statement was filed with the County Clerk of Los Angeles County on 07/27/10. <box>883 214 1053 264</box>
legal-notice <box>883 352 1053 422</box>
notice-file-number: File No. 10-1013866 <box>707 483 758 490</box>
notice-pub-dates: Dates Pub: Aug. 7, 14, 21, 28, 2010 <box>3 1405 91 1412</box>
legal-notice <box>707 257 877 335</box>
classifieds-title: CLASSIFIEDS <box>712 1571 1042 1605</box>
legal-notice <box>3 744 173 871</box>
notice-body: The following person(s) is (are) doing business as: ALPHA MARKETING GROUP, 1626 N. WILCOX #1557, L.A., CA 90028. Full name of registrant(s) is (are) STEVEN SLATER, 1626 N. WILCOX #557, L.A., CA 90028. This Business is conducted by: AN INDIVIDUAL. Signed: STEVEN SLATER. This statement was filed with the County Clerk of Los Angeles County on 07/26/10. <box>707 353 877 396</box>
notice-heading: FICTITIOUS BUSINESS NAME STATEMENT <box>531 181 657 188</box>
notice-body: The following person(s) is (are) doing business as: BEANS AND SHIN SHOP, 3779 E. FOOTHILL BLVD., PASADENA, CA 91107. Full name of registrant(s) is (are) BEANS AND SHIN SHOP, INC, 375 S. STEPHENSH ST. STE. 100, ROSEMEAD, CA 91770. This Business is conducted by: A CORPORATION. Signed: CHARLY MUTH. This statement was filed with the County Clerk of Los Angeles County on 07/12/10. The registrant(s) has (have) commenced to transact business under the fictitious business name or names listed above on N/A. <box>531 687 701 751</box>
classifieds-section: HOUSES FOR RENT <box>780 1609 974 1631</box>
legal-notice <box>707 477 877 540</box>
notice-heading: FICTITIOUS BUSINESS NAME STATEMENT <box>3 1146 129 1153</box>
notice-pub-dates: Dates Pub: July 17, 24, 31, Aug. 7, 2010 <box>355 626 454 633</box>
notice-body: The following person(s) is (are) doing business as: ROMO PLANNING GROUP, INC., RPG, INC., 2566 N. LOS LOMITAS WAY, COVINA, CA 91724. Full name of registrant(s) is (are) ROMO PLANNING GROUP, INC., 2566 N. LOS LOMITAS WAY, COVINA, CA 91724. This Business is conducted by: A CORPORATION. Signed: GUSTAVO F. ROMO. This statement was filed with the County Clerk of Los Angeles County on 07/23/10. <box>883 365 1053 415</box>
